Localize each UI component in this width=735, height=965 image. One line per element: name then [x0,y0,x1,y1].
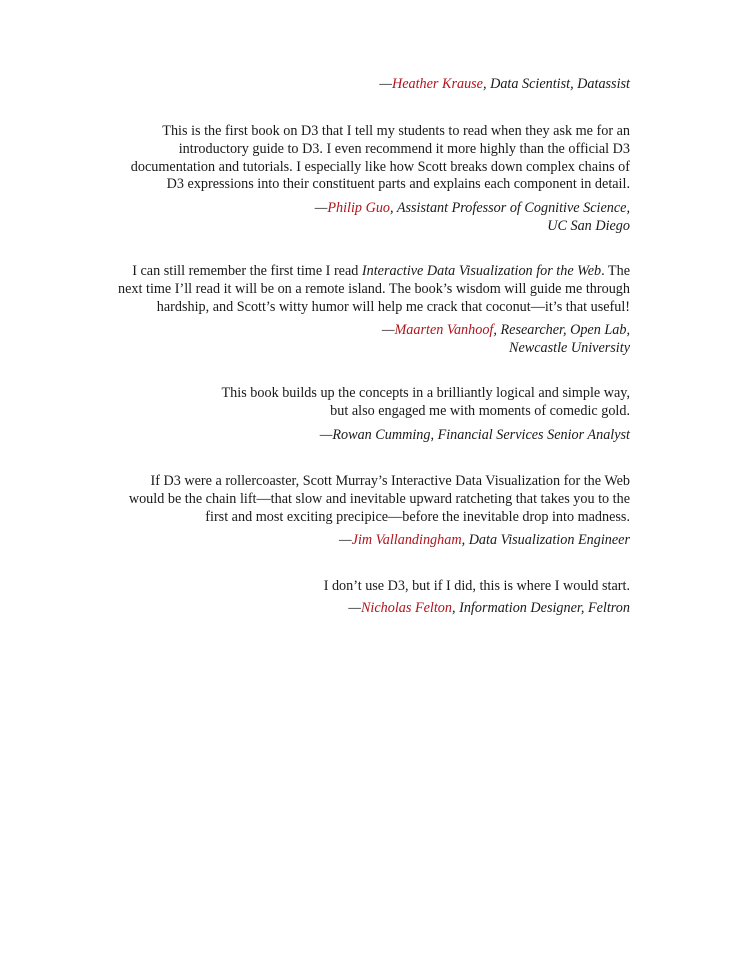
attribution-name: Philip Guo [327,200,391,217]
quote-text [129,473,630,526]
attribution-affiliation: Newcastle University [509,340,630,357]
testimonial-rowan-cumming [222,385,630,444]
quote-line: next time I’ll read it will be on a remote island. The book’s wisdom will guide me through [118,280,630,297]
quote-line: but also engaged me with moments of comedic gold. [330,402,630,419]
attribution-title: , Researcher, Open Lab, [493,322,630,339]
attribution-affiliation: UC San Diego [547,217,630,234]
attribution-title: , Information Designer, Feltron [452,599,630,616]
quote-line: would be the chain lift—that slow and inevitable upward ratcheting that takes you to the [128,490,630,507]
testimonial-philip-guo [131,123,630,236]
attribution [129,532,630,550]
attribution [324,600,630,618]
attribution [131,200,630,236]
quote-text [118,263,630,316]
quote-text [324,578,630,596]
attribution-name: Jim Vallandingham [351,532,462,549]
quote-line: first and most exciting precipice—before the inevitable drop into madness. [205,508,630,525]
quote-line: introductory guide to D3. I even recommend it more highly than the official D3 [178,140,630,157]
quote-line: This is the first book on D3 that I tell my students to read when they ask me for an [162,123,630,139]
attribution-dash: — [314,200,328,217]
attribution-title: , Data Scientist, Datassist [482,76,630,92]
attribution-dash: — [379,76,392,92]
quote-fragment: . The [601,263,630,279]
attribution-name: Nicholas Felton [360,599,452,616]
quote-line: If D3 were a rollercoaster, Scott Murray’s Interactive Data Visualization for the Web [150,473,630,489]
quote-line: D3 expressions into their constituent parts and explains each component in detail. [166,176,630,193]
quote-text [222,385,630,421]
attribution [379,76,630,94]
attribution-dash: — [339,532,352,549]
attribution-dash: — [348,599,361,616]
testimonial-nicholas-felton [324,578,630,618]
quote-line: hardship, and Scott’s witty humor will help me crack that coconut—it’s that useful! [156,298,630,315]
quote-line: I don’t use D3, but if I did, this is where I would start. [323,578,630,594]
attribution [118,322,630,358]
quote-line: This book builds up the concepts in a brilliantly logical and simple way, [221,385,630,401]
quote-fragment: I can still remember the first time I read [132,263,362,279]
testimonial-heather-krause [379,76,630,94]
testimonial-jim-vallandingham [129,473,630,550]
attribution-title: , Assistant Professor of Cognitive Science, [390,200,630,217]
attribution-dash: — [381,322,395,339]
quote-line: documentation and tutorials. I especially like how Scott breaks down complex chains of [130,158,630,175]
attribution-name: Maarten Vanhoof [394,322,494,339]
attribution: —Rowan Cumming, Financial Services Senior Analyst [319,426,630,443]
attribution-name: Heather Krause [391,76,483,92]
book-title: Interactive Data Visualization for the Web [361,263,602,279]
attribution-title: , Data Visualization Engineer [461,532,630,549]
testimonial-maarten-vanhoof [118,263,630,358]
quote-line [118,263,630,281]
quote-text [131,123,630,194]
